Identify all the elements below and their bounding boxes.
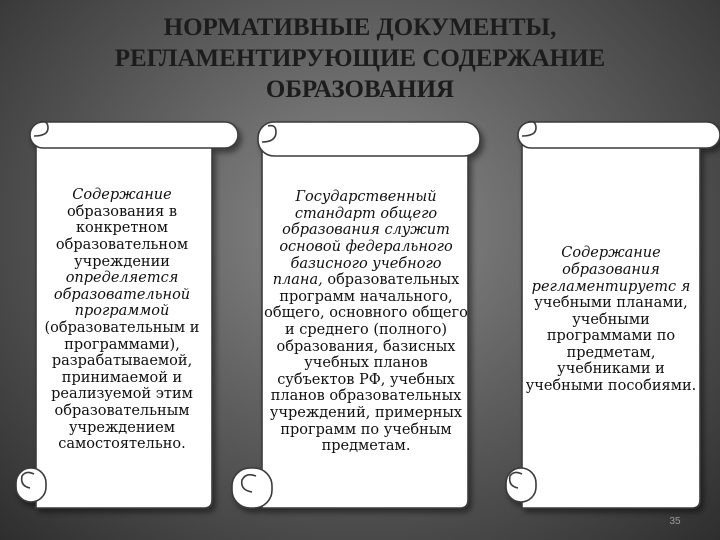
- left-italic-2: определяется образовательной программой: [53, 270, 191, 320]
- slide-number: 35: [669, 516, 681, 527]
- center-italic-1: Государственный стандарт общего образования служит основой федерального базисного учебного плана,: [272, 189, 453, 289]
- left-italic-1: Содержание: [72, 187, 172, 204]
- right-italic-1: Содержание образования регламентируетс я: [531, 245, 691, 295]
- right-plain-1: учебными планами, учебными программами по предметам, учебниками и учебными пособиями.: [525, 295, 697, 395]
- left-plain-1: образования в конкретном образовательном учреждении: [55, 203, 189, 270]
- title-line-2: РЕГЛАМЕНТИРУЮЩИЕ СОДЕРЖАНИЕ: [114, 45, 606, 72]
- title-line-1: НОРМАТИВНЫЕ ДОКУМЕНТЫ,: [163, 14, 557, 41]
- scroll-right-text: [524, 150, 698, 490]
- center-plain-1: образовательных программ начального, общего, основного общего и среднего (полного) образования, базисных учебных планов субъектов РФ, учебных планов образовательных учреждений, примерных программ по учебным предметам.: [264, 272, 468, 455]
- left-plain-2: (образовательным и программами), разрабатываемой, принимаемой и реализуемой этим образовательным учреждением самостоятельно.: [44, 320, 200, 453]
- title-line-3: ОБРАЗОВАНИЯ: [265, 76, 455, 103]
- scroll-center-text: [264, 146, 468, 498]
- scroll-left-text: [36, 150, 208, 490]
